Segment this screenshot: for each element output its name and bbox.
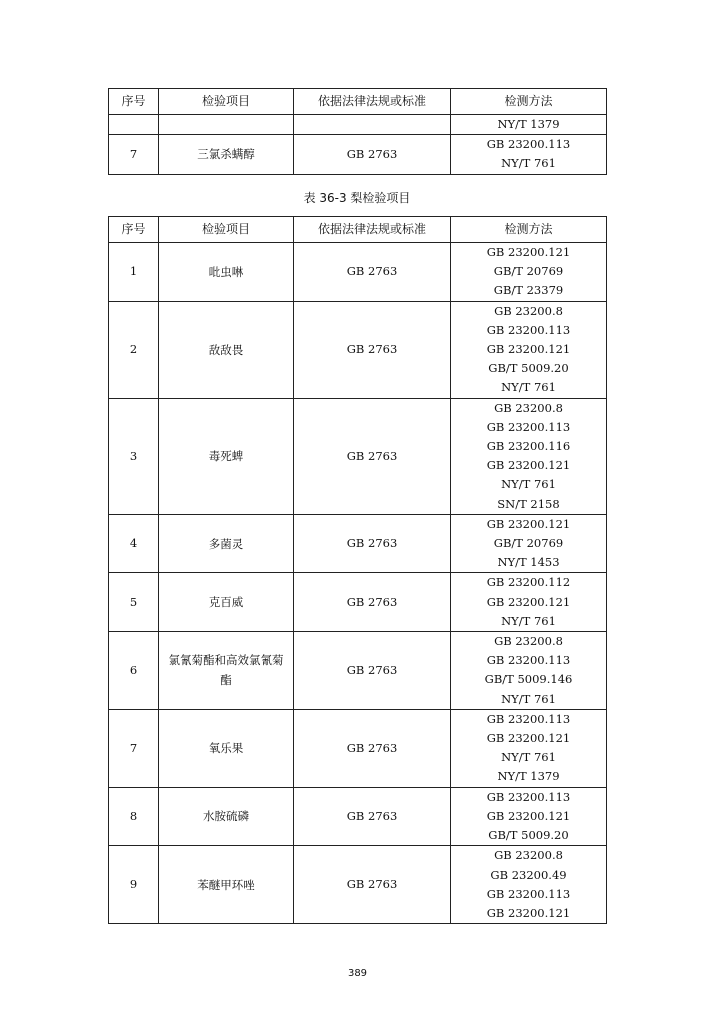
row-standard: GB 2763 bbox=[294, 514, 451, 573]
method-line: GB 23200.121 bbox=[486, 342, 571, 357]
header-item: 检验项目 bbox=[159, 89, 294, 115]
table-row bbox=[109, 846, 607, 924]
method-line: SN/T 2158 bbox=[497, 496, 560, 511]
method-line: GB 23200.121 bbox=[486, 905, 571, 920]
table-row bbox=[109, 709, 607, 787]
method-line: NY/T 761 bbox=[501, 156, 556, 171]
row-standard: GB 2763 bbox=[294, 398, 451, 514]
table-row bbox=[109, 787, 607, 846]
method-line: GB 23200.113 bbox=[486, 137, 571, 152]
row-item: 水胺硫磷 bbox=[159, 787, 294, 846]
row-methods bbox=[451, 135, 607, 174]
table-caption: 表 36-3 梨检验项目 bbox=[303, 191, 411, 205]
method-line: NY/T 761 bbox=[501, 750, 556, 765]
row-item: 吡虫啉 bbox=[159, 243, 294, 302]
row-item: 克百威 bbox=[159, 573, 294, 632]
row-item: 氯氰菊酯和高效氯氰菊酯 bbox=[159, 632, 294, 710]
method-line: GB/T 20769 bbox=[493, 264, 564, 279]
row-no: 5 bbox=[109, 573, 159, 632]
row-standard bbox=[294, 115, 451, 135]
header-row bbox=[109, 89, 607, 115]
row-standard: GB 2763 bbox=[294, 573, 451, 632]
table-row bbox=[109, 573, 607, 632]
table-row bbox=[109, 115, 607, 135]
method-line: GB 23200.8 bbox=[494, 848, 563, 863]
table-row bbox=[109, 514, 607, 573]
row-standard: GB 2763 bbox=[294, 243, 451, 302]
method-line: GB 23200.116 bbox=[486, 439, 571, 454]
row-methods bbox=[451, 115, 607, 135]
method-line: NY/T 1379 bbox=[497, 769, 560, 784]
method-line: GB 23200.8 bbox=[494, 400, 563, 415]
row-no: 6 bbox=[109, 632, 159, 710]
row-item: 氧乐果 bbox=[159, 709, 294, 787]
pear-inspection-table bbox=[108, 216, 607, 924]
method-line: GB/T 23379 bbox=[493, 283, 564, 298]
row-no: 7 bbox=[109, 709, 159, 787]
table-row bbox=[109, 135, 607, 174]
row-no: 2 bbox=[109, 301, 159, 398]
header-method: 检测方法 bbox=[451, 217, 607, 243]
header-no: 序号 bbox=[109, 217, 159, 243]
method-line: GB 23200.49 bbox=[490, 867, 567, 882]
method-line: GB 23200.121 bbox=[486, 594, 571, 609]
row-standard: GB 2763 bbox=[294, 846, 451, 924]
table-row bbox=[109, 301, 607, 398]
header-no: 序号 bbox=[109, 89, 159, 115]
row-methods bbox=[451, 514, 607, 573]
method-line: NY/T 761 bbox=[501, 691, 556, 706]
row-methods bbox=[451, 398, 607, 514]
method-line: NY/T 761 bbox=[501, 613, 556, 628]
row-item: 多菌灵 bbox=[159, 514, 294, 573]
row-item: 毒死蜱 bbox=[159, 398, 294, 514]
method-line: NY/T 761 bbox=[501, 477, 556, 492]
method-line: GB 23200.113 bbox=[486, 711, 571, 726]
method-line: GB/T 5009.146 bbox=[484, 672, 573, 687]
row-standard: GB 2763 bbox=[294, 787, 451, 846]
table-row bbox=[109, 398, 607, 514]
table-row bbox=[109, 632, 607, 710]
row-standard: GB 2763 bbox=[294, 709, 451, 787]
header-item: 检验项目 bbox=[159, 217, 294, 243]
method-line: NY/T 761 bbox=[501, 380, 556, 395]
method-line: GB 23200.113 bbox=[486, 322, 571, 337]
row-no: 8 bbox=[109, 787, 159, 846]
row-methods bbox=[451, 573, 607, 632]
row-item bbox=[159, 115, 294, 135]
method-line: NY/T 1453 bbox=[497, 555, 560, 570]
method-line: GB 23200.113 bbox=[486, 789, 571, 804]
row-item: 三氯杀螨醇 bbox=[159, 135, 294, 174]
table-row bbox=[109, 243, 607, 302]
inspection-table-continued bbox=[108, 88, 607, 175]
method-line: GB 23200.121 bbox=[486, 808, 571, 823]
method-line: GB 23200.121 bbox=[486, 458, 571, 473]
method-line: GB 23200.8 bbox=[494, 634, 563, 649]
method-line: GB 23200.112 bbox=[486, 575, 571, 590]
row-no: 7 bbox=[109, 135, 159, 174]
header-standard: 依据法律法规或标准 bbox=[294, 217, 451, 243]
row-methods bbox=[451, 243, 607, 302]
method-line: GB 23200.121 bbox=[486, 245, 571, 259]
method-line: GB 23200.8 bbox=[494, 303, 563, 318]
row-item: 敌敌畏 bbox=[159, 301, 294, 398]
row-no: 3 bbox=[109, 398, 159, 514]
method-line: GB/T 5009.20 bbox=[488, 361, 569, 376]
row-no bbox=[109, 115, 159, 135]
row-methods bbox=[451, 787, 607, 846]
method-line: GB 23200.113 bbox=[486, 653, 571, 668]
header-standard: 依据法律法规或标准 bbox=[294, 89, 451, 115]
row-item: 苯醚甲环唑 bbox=[159, 846, 294, 924]
page-number: 389 bbox=[347, 968, 368, 979]
row-methods bbox=[451, 846, 607, 924]
row-no: 1 bbox=[109, 243, 159, 302]
row-no: 9 bbox=[109, 846, 159, 924]
method-line: GB 23200.113 bbox=[486, 419, 571, 434]
method-line: GB/T 20769 bbox=[493, 536, 564, 551]
method-line: GB/T 5009.20 bbox=[488, 828, 569, 843]
row-standard: GB 2763 bbox=[294, 135, 451, 174]
method-line: NY/T 1379 bbox=[497, 117, 560, 131]
row-standard: GB 2763 bbox=[294, 632, 451, 710]
row-methods bbox=[451, 632, 607, 710]
row-methods bbox=[451, 301, 607, 398]
header-method: 检测方法 bbox=[451, 89, 607, 115]
method-line: GB 23200.121 bbox=[486, 731, 571, 746]
method-line: GB 23200.113 bbox=[486, 886, 571, 901]
row-methods bbox=[451, 709, 607, 787]
row-no: 4 bbox=[109, 514, 159, 573]
header-row bbox=[109, 217, 607, 243]
row-standard: GB 2763 bbox=[294, 301, 451, 398]
method-line: GB 23200.121 bbox=[486, 516, 571, 531]
